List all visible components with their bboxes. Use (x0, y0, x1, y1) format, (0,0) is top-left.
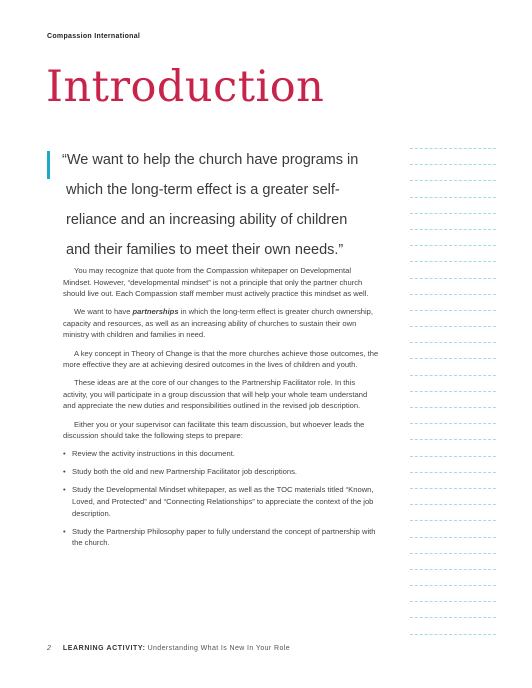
note-line (410, 407, 496, 408)
page-number: 2 (47, 645, 51, 652)
footer-label: LEARNING ACTIVITY: (62, 645, 146, 652)
note-line (410, 488, 496, 489)
note-line (410, 278, 496, 279)
note-line (410, 569, 496, 570)
note-line (410, 358, 496, 359)
bullet-icon: • (63, 526, 66, 536)
paragraph-2 (63, 306, 381, 341)
page-title: Introduction (46, 62, 325, 112)
header-brand: Compassion International (47, 33, 141, 40)
prep-steps-list (63, 448, 381, 549)
quote-accent-bar (47, 151, 50, 179)
quote-line: which the long-term effect is a greater self- (66, 182, 340, 198)
note-line (410, 585, 496, 586)
note-line (410, 197, 496, 198)
body-text (63, 265, 381, 555)
bullet-icon: • (63, 485, 66, 495)
note-line (410, 294, 496, 295)
list-item-text: Study the Developmental Mindset whitepaper, as well as the TOC materials titled “Known, Loved, and Protected” and “Connecting Relationships” to appreciate the context of the job description. (72, 485, 374, 518)
quote-line: “We want to help the church have programs in (62, 152, 359, 168)
p2-after: in which the long-term effect is greater church ownership, capacity and resources, as well as an increasing ability of churches to sustain their own ministry with children and families in need. (63, 307, 373, 340)
note-line (410, 439, 496, 440)
bullet-icon: • (63, 449, 66, 459)
note-line (410, 245, 496, 246)
note-lines (410, 148, 496, 650)
partnerships-emphasis: partnerships (132, 307, 179, 317)
note-line (410, 520, 496, 521)
footer-subtitle: Understanding What Is New In Your Role (147, 645, 290, 652)
quote-line: reliance and an increasing ability of children (66, 212, 348, 228)
note-line (410, 164, 496, 165)
note-line (410, 472, 496, 473)
paragraph-1: You may recognize that quote from the Compassion whitepaper on Developmental Mindset. However, “developmental mindset” is not a principle that only the partner church should live out. Each Compassion staff member must actively practice this mindset as well. (63, 266, 369, 299)
note-line (410, 375, 496, 376)
pull-quote (62, 145, 377, 265)
list-item (63, 526, 381, 549)
p2-before: We want to have (74, 307, 133, 317)
note-line (410, 229, 496, 230)
list-item-text: Review the activity instructions in this document. (72, 449, 235, 459)
note-line (410, 601, 496, 602)
note-line (410, 148, 496, 149)
note-line (410, 213, 496, 214)
footer (47, 645, 290, 652)
paragraph-5: Either you or your supervisor can facilitate this team discussion, but whoever leads the discussion should take the following steps to prepare: (63, 419, 365, 441)
note-line (410, 310, 496, 311)
note-line (410, 180, 496, 181)
note-line (410, 634, 496, 635)
list-item (63, 466, 381, 478)
note-line (410, 326, 496, 327)
list-item-text: Study the Partnership Philosophy paper to fully understand the concept of partnership with the church. (72, 526, 376, 548)
note-line (410, 504, 496, 505)
note-line (410, 456, 496, 457)
note-line (410, 537, 496, 538)
bullet-icon: • (63, 467, 66, 477)
quote-line: and their families to meet their own needs.” (66, 242, 344, 258)
note-line (410, 617, 496, 618)
list-item (63, 484, 381, 519)
paragraph-3: A key concept in Theory of Change is that the more churches achieve those outcomes, the more effective they are at achieving desired outcomes in the lives of children and youth. (63, 348, 379, 370)
note-line (410, 423, 496, 424)
note-line (410, 391, 496, 392)
note-line (410, 342, 496, 343)
list-item-text: Study both the old and new Partnership Facilitator job descriptions. (72, 467, 297, 477)
paragraph-4: These ideas are at the core of our changes to the Partnership Facilitator role. In this activity, you will participate in a group discussion that will help your whole team understand and appreciate the new duties and responsibilities outlined in the revised job description. (63, 378, 368, 411)
note-line (410, 553, 496, 554)
list-item (63, 448, 381, 460)
note-line (410, 261, 496, 262)
